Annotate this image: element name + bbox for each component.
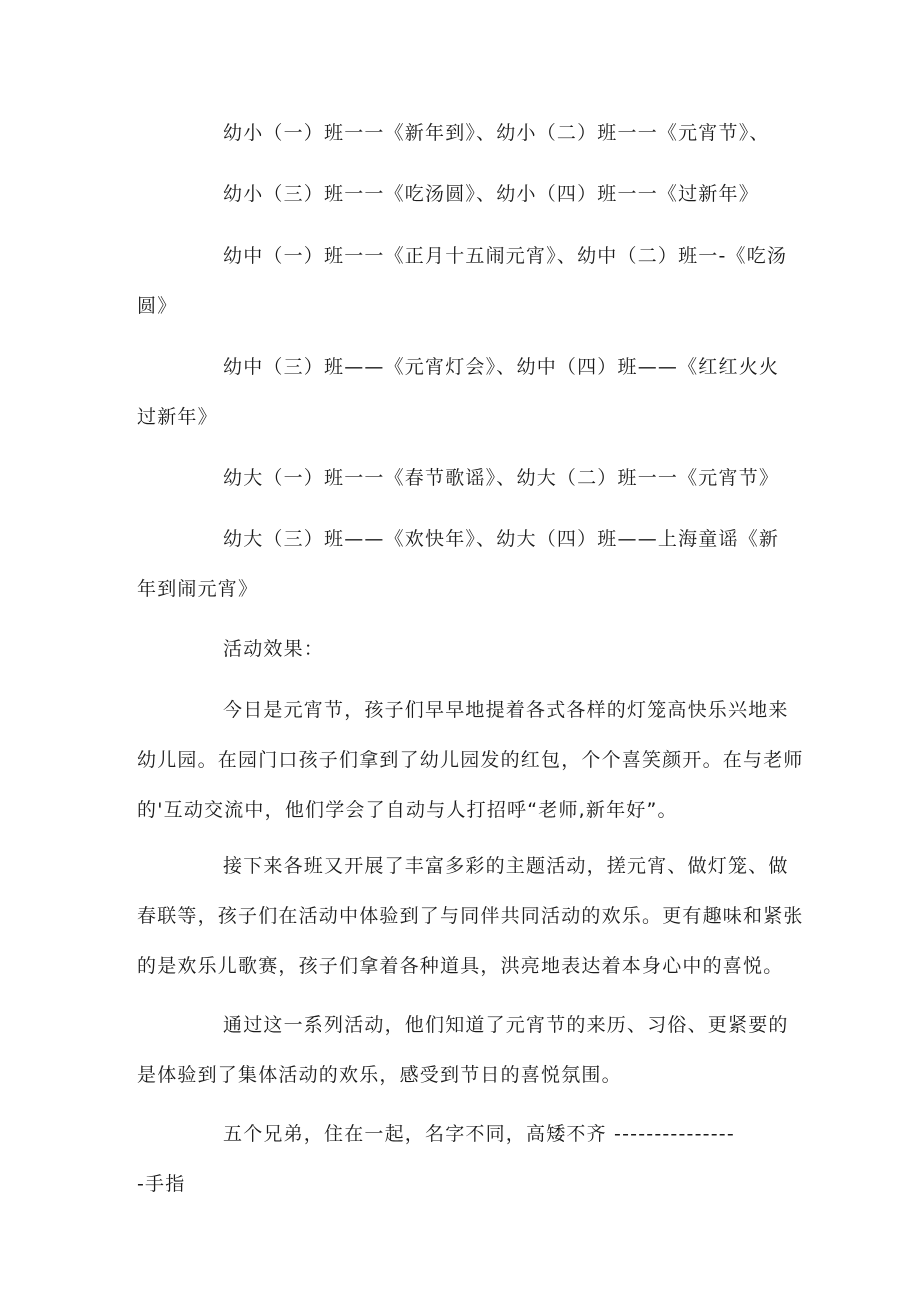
paragraph-class-list-5: [137, 453, 797, 503]
paragraph-class-list-1: [137, 108, 797, 158]
text-line: 圆》: [137, 295, 178, 317]
text-line: 幼中（三）班——《元宵灯会》、幼中（四）班——《红红火火: [223, 356, 780, 378]
section-heading-activity-effect: [137, 624, 797, 674]
text-line: 五个兄弟，住在一起，名字不同，高矮不齐 ---------------: [223, 1123, 735, 1145]
text-line: 春联等，孩子们在活动中体验到了与同伴共同活动的欢乐。更有趣味和紧张: [137, 905, 804, 927]
text-line: 的'互动交流中，他们学会了自动与人打招呼“老师,新年好”。: [137, 799, 678, 821]
text-line: 幼大（三）班——《欢快年》、幼大（四）班——上海童谣《新: [223, 528, 780, 550]
paragraph-lantern-festival: [137, 685, 804, 835]
text-line: -手指: [137, 1173, 186, 1195]
paragraph-class-list-6: [137, 514, 797, 614]
text-line: 幼儿园。在园门口孩子们拿到了幼儿园发的红包，个个喜笑颜开。在与老师: [137, 749, 804, 771]
paragraph-summary: [137, 1000, 797, 1100]
paragraph-theme-activities: [137, 841, 804, 991]
text-line: 通过这一系列活动，他们知道了元宵节的来历、习俗、更紧要的: [223, 1014, 789, 1036]
text-line: 的是欢乐儿歌赛，孩子们拿着各种道具，洪亮地表达着本身心中的喜悦。: [137, 955, 784, 977]
text-line: 幼小（三）班一一《吃汤圆》、幼小（四）班一一《过新年》: [223, 183, 759, 205]
text-line: 幼中（一）班一一《正月十五闹元宵》、幼中（二）班一-《吃汤: [223, 245, 788, 267]
text-line: 今日是元宵节，孩子们早早地提着各式各样的灯笼高快乐兴地来: [223, 699, 789, 721]
text-line: 过新年》: [137, 406, 218, 428]
text-line: 是体验到了集体活动的欢乐，感受到节日的喜悦氛围。: [137, 1064, 622, 1086]
paragraph-class-list-2: [137, 169, 797, 219]
text-line: 幼大（一）班一一《春节歌谣》、幼大（二）班一一《元宵节》: [223, 467, 780, 489]
text-line: 幼小（一）班一一《新年到》、幼小（二）班一一《元宵节》、: [223, 122, 770, 144]
paragraph-riddle: [137, 1109, 797, 1209]
paragraph-class-list-3: [137, 231, 797, 331]
text-line: 年到闹元宵》: [137, 578, 259, 600]
text-line: 活动效果：: [223, 638, 325, 660]
paragraph-class-list-4: [137, 342, 797, 442]
text-line: 接下来各班又开展了丰富多彩的主题活动，搓元宵、做灯笼、做: [223, 855, 789, 877]
